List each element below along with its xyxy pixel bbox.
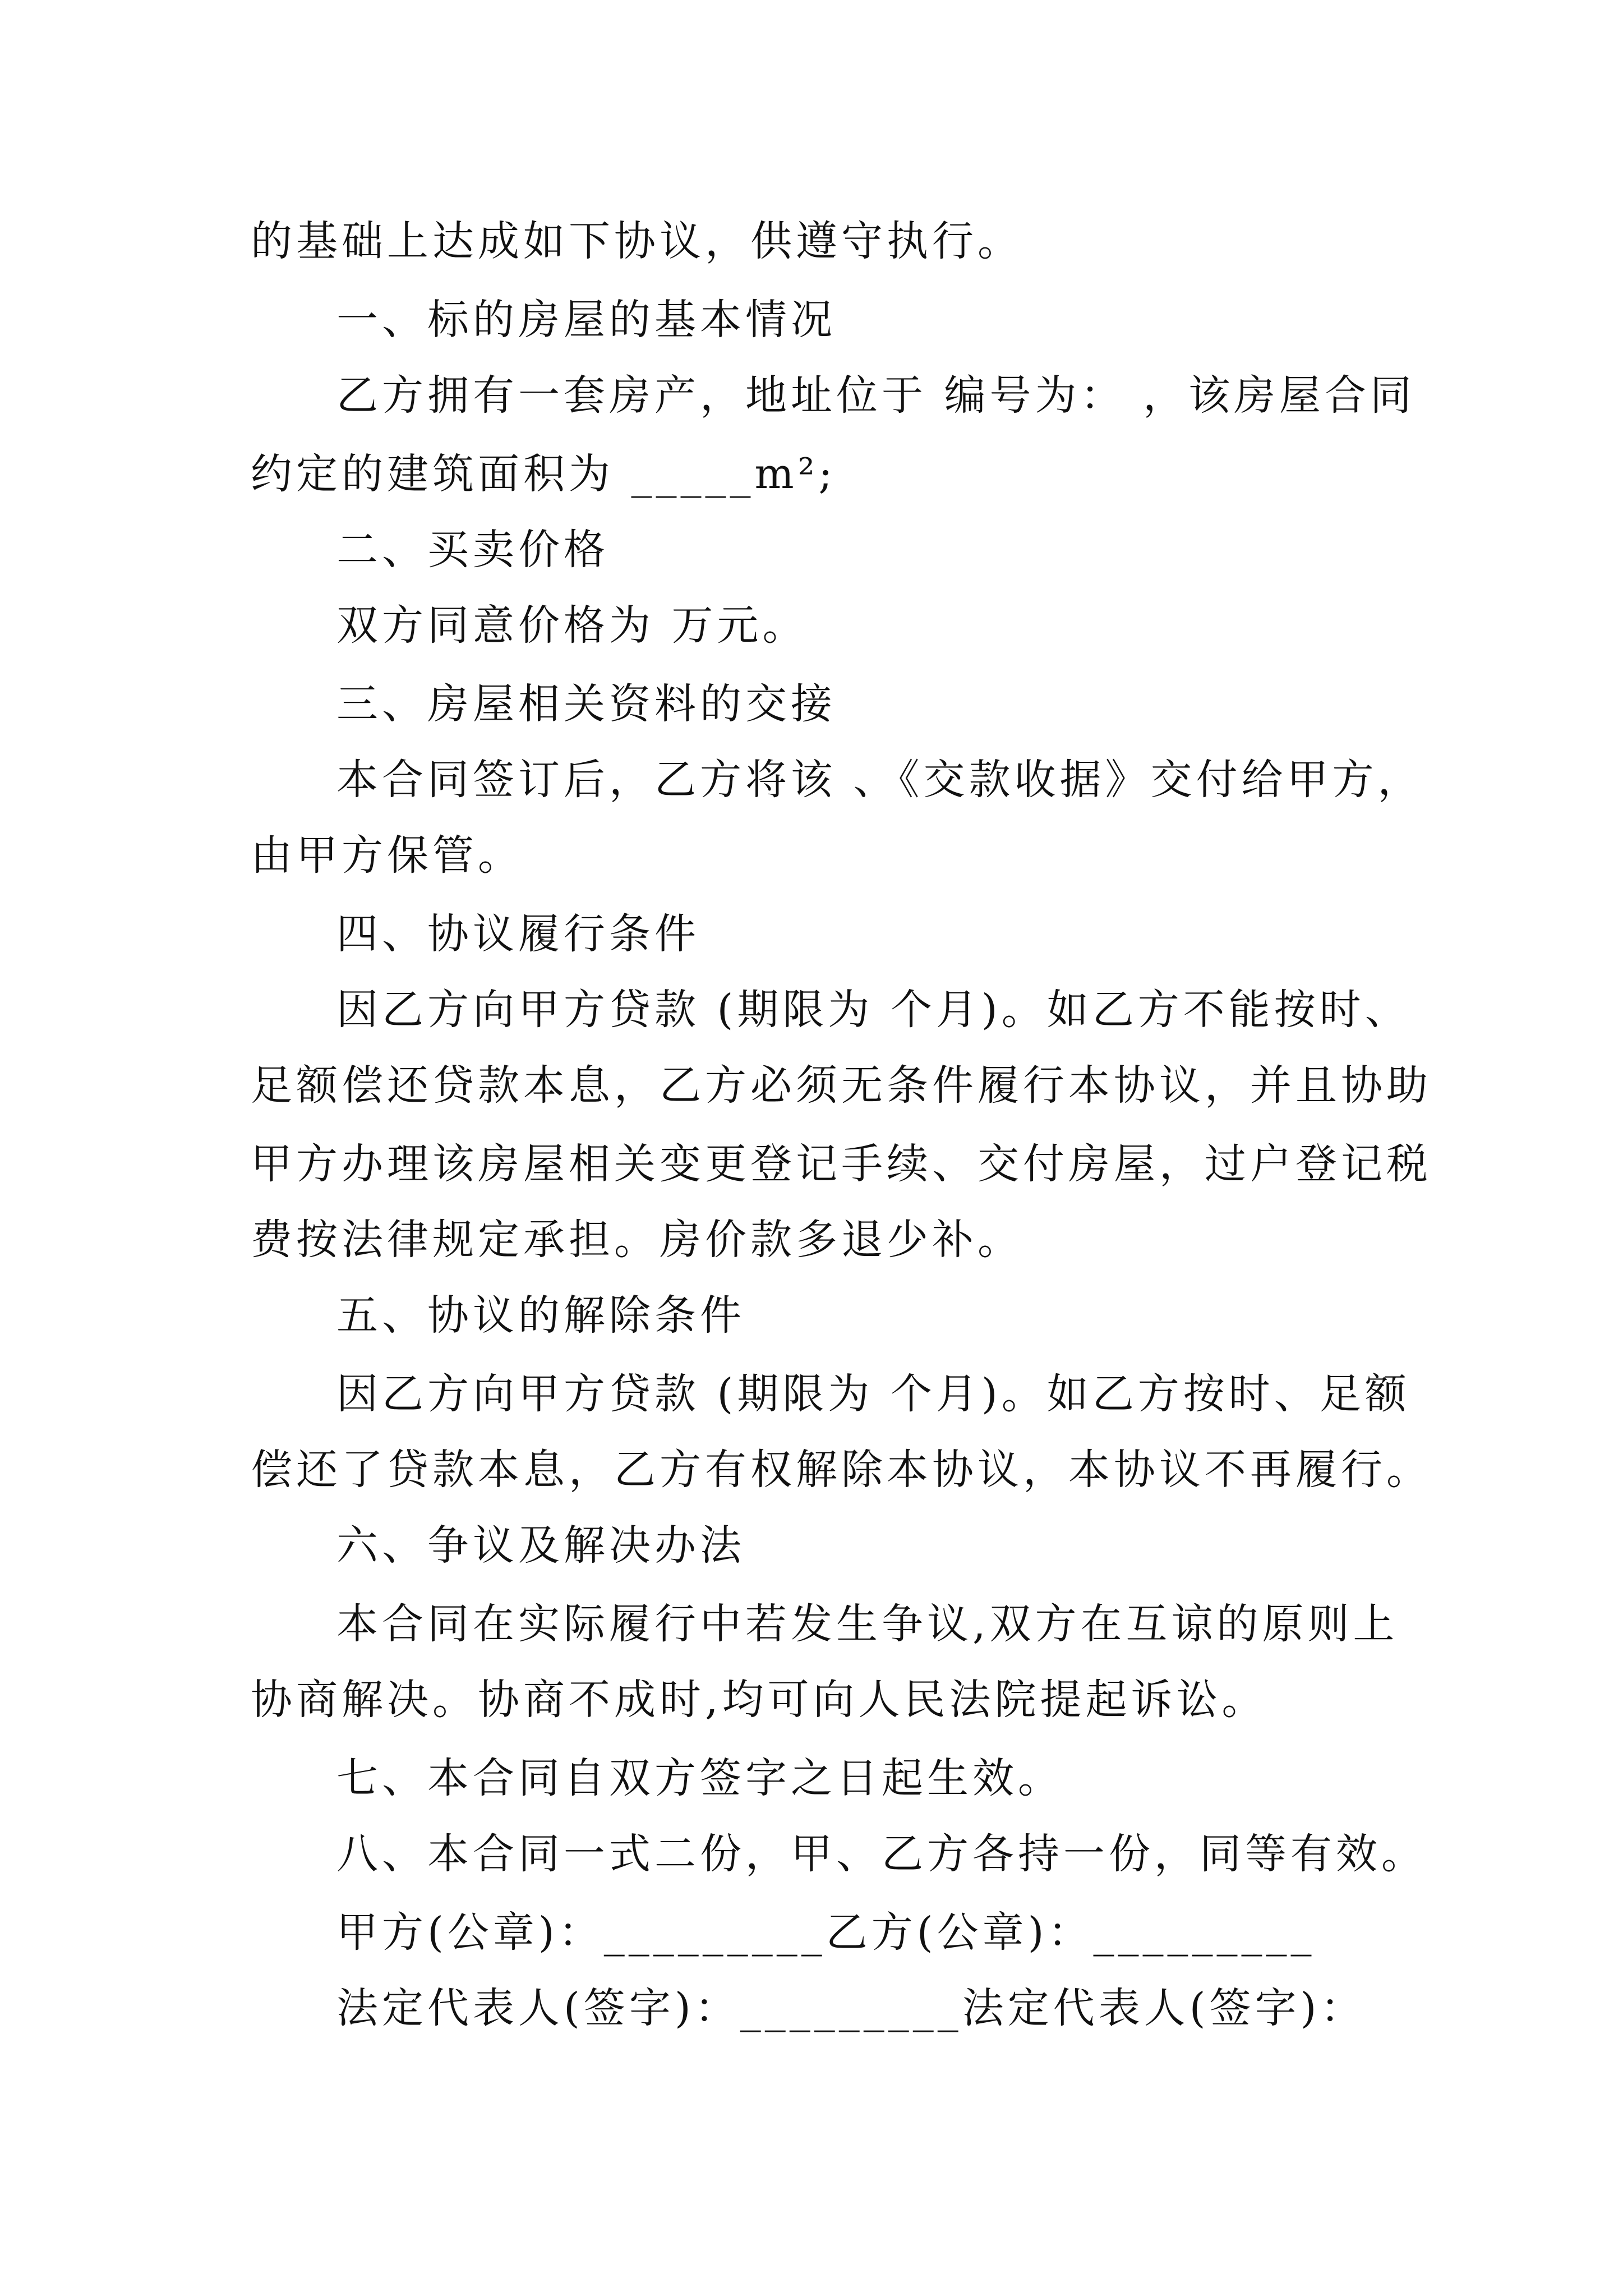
section-heading-3: 三、房屋相关资料的交接 (336, 680, 836, 728)
text-line-3: 乙方拥有一套房产，地址位于 编号为： ，该房屋合同 (336, 371, 1416, 420)
text-line-19: 本合同在实际履行中若发生争议,双方在互谅的原则上 (336, 1600, 1399, 1648)
text-line-20: 协商解决。协商不成时,均可向人民法院提起诉讼。 (251, 1676, 1267, 1724)
section-heading-8: 八、本合同一式二份，甲、乙方各持一份，同等有效。 (336, 1830, 1427, 1878)
signature-line-legal-rep: 法定代表人(签字)：_________法定代表人(签字)： (336, 1984, 1366, 2032)
text-line-11: 因乙方向甲方贷款 (期限为 个月)。如乙方不能按时、 (336, 986, 1410, 1034)
text-line-17: 偿还了贷款本息，乙方有权解除本协议，本协议不再履行。 (251, 1446, 1432, 1494)
text-line-13: 甲方办理该房屋相关变更登记手续、交付房屋，过户登记税 (251, 1140, 1432, 1188)
signature-line-party-a-b: 甲方(公章)：_________乙方(公章)：_________ (336, 1908, 1316, 1957)
text-line-4: 约定的建筑面积为 _____m²; (251, 450, 837, 498)
section-heading-4: 四、协议履行条件 (336, 910, 700, 958)
section-heading-2: 二、买卖价格 (336, 526, 609, 574)
text-line-9: 由甲方保管。 (251, 831, 523, 880)
section-heading-1: 一、标的房屋的基本情况 (336, 296, 836, 344)
section-heading-7: 七、本合同自双方签字之日起生效。 (336, 1754, 1063, 1802)
text-line-6: 双方同意价格为 万元。 (336, 601, 808, 650)
text-line-14: 费按法律规定承担。房价款多退少补。 (251, 1216, 1023, 1264)
text-line-12: 足额偿还贷款本息，乙方必须无条件履行本协议，并且协助 (251, 1061, 1432, 1110)
text-line-8: 本合同签订后，乙方将该 、《交款收据》交付给甲方， (336, 756, 1423, 804)
section-heading-5: 五、协议的解除条件 (336, 1291, 745, 1340)
section-heading-6: 六、争议及解决办法 (336, 1521, 745, 1570)
text-line-16: 因乙方向甲方贷款 (期限为 个月)。如乙方按时、足额 (336, 1370, 1410, 1418)
text-line-1: 的基础上达成如下协议，供遵守执行。 (251, 217, 1023, 265)
